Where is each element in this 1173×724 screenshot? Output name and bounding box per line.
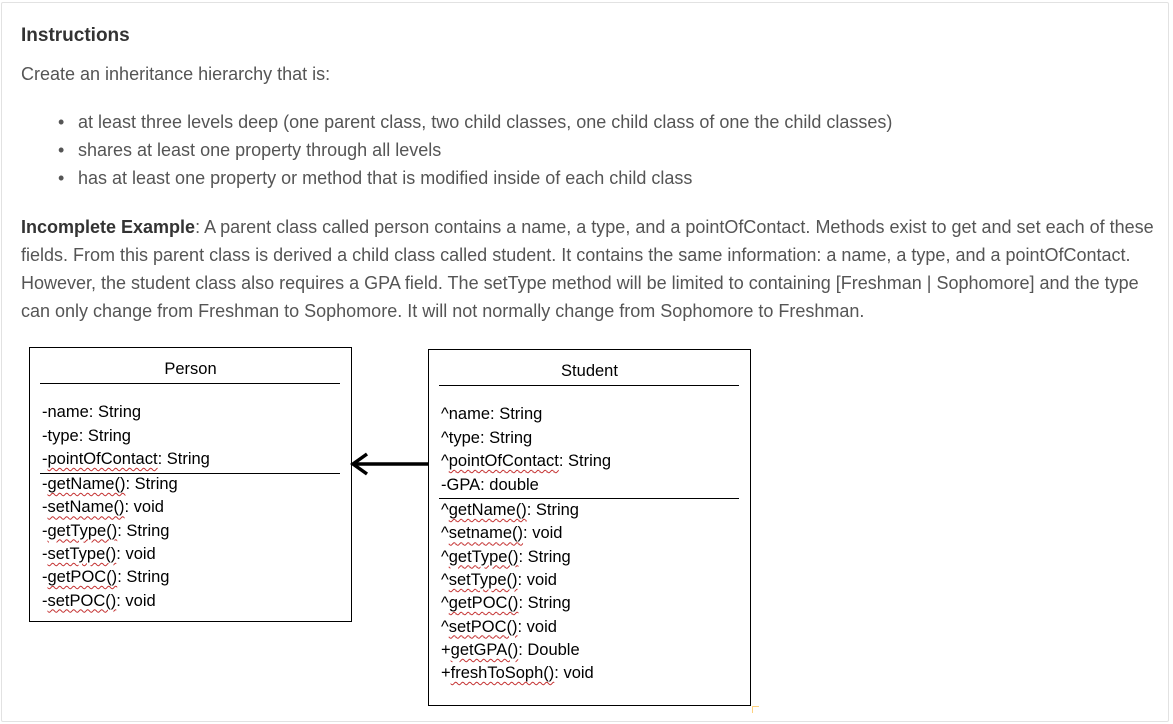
- visibility-symbol: -: [42, 544, 48, 563]
- visibility-symbol: ^: [441, 501, 449, 519]
- member-name: setType(): [448, 570, 518, 589]
- member-type: : String: [558, 452, 612, 470]
- member-name: name: [47, 403, 89, 421]
- visibility-symbol: ^: [441, 570, 449, 589]
- inheritance-arrow: [348, 452, 430, 478]
- list-item: • has at least one property or method that is modified inside of each child class: [58, 167, 892, 195]
- member-name: freshToSoph(): [450, 664, 555, 683]
- student-methods-line: [441, 571, 557, 590]
- attributes-divider: [40, 473, 340, 474]
- student-attributes-line: [441, 429, 532, 448]
- member-type: : String: [117, 521, 170, 540]
- visibility-symbol: -: [42, 521, 48, 540]
- visibility-symbol: -: [42, 475, 48, 493]
- instructions-heading: Instructions: [21, 25, 130, 46]
- member-name: setPOC(): [448, 617, 518, 636]
- student-class-box: [428, 349, 751, 706]
- member-type: : String: [479, 428, 533, 447]
- person-attributes-line: [42, 450, 210, 469]
- visibility-symbol: -: [42, 498, 48, 517]
- person-attributes-line: [42, 403, 141, 422]
- visibility-symbol: +: [441, 640, 451, 659]
- visibility-symbol: +: [441, 664, 451, 683]
- visibility-symbol: ^: [441, 594, 449, 613]
- student-attributes-line: [441, 405, 542, 424]
- member-type: : String: [117, 568, 170, 587]
- student-methods-line: [441, 524, 562, 543]
- member-type: : String: [88, 403, 142, 421]
- person-class-box: [29, 347, 352, 622]
- member-type: : void: [116, 591, 156, 610]
- member-type: : String: [526, 501, 579, 519]
- member-name: GPA: [446, 475, 481, 494]
- member-type: : void: [554, 664, 594, 683]
- member-name: pointOfContact: [47, 450, 158, 468]
- visibility-symbol: ^: [441, 524, 449, 543]
- member-type: : String: [490, 405, 543, 423]
- member-type: : void: [517, 617, 557, 636]
- member-name: getName(): [47, 475, 126, 493]
- person-methods-line: [42, 545, 156, 564]
- visibility-symbol: -: [42, 568, 48, 587]
- member-type: : void: [523, 524, 563, 543]
- person-attributes-line: [42, 427, 131, 446]
- title-divider: [439, 385, 739, 386]
- member-name: getGPA(): [450, 640, 519, 659]
- visibility-symbol: ^: [441, 617, 449, 636]
- attributes-divider: [439, 498, 739, 499]
- person-class-title: Person: [164, 360, 217, 378]
- member-name: type: [47, 426, 79, 445]
- visibility-symbol: -: [42, 426, 48, 445]
- person-methods-line: [42, 498, 164, 517]
- member-name: setname(): [448, 524, 524, 543]
- member-type: : void: [517, 570, 557, 589]
- member-type: : double: [480, 475, 539, 494]
- title-divider: [40, 383, 340, 384]
- member-name: pointOfContact: [448, 452, 559, 470]
- visibility-symbol: ^: [441, 452, 449, 470]
- member-name: name: [448, 405, 491, 423]
- student-methods-line: [441, 548, 571, 567]
- visibility-symbol: ^: [441, 547, 449, 566]
- member-name: getType(): [448, 547, 519, 566]
- person-methods-line: [42, 568, 169, 587]
- person-methods-line: [42, 475, 178, 494]
- list-item: • at least three levels deep (one parent class, two child classes, one child class of one the child classes): [58, 111, 892, 139]
- student-methods-line: [441, 594, 571, 613]
- member-type: : String: [78, 426, 131, 445]
- student-methods-line: [441, 501, 579, 520]
- member-name: getName(): [448, 501, 527, 519]
- member-type: : String: [125, 475, 178, 493]
- member-name: setType(): [47, 544, 117, 563]
- person-methods-line: [42, 592, 156, 611]
- example-paragraph: [21, 213, 1156, 325]
- student-methods-line: [441, 664, 594, 683]
- member-name: setPOC(): [47, 591, 117, 610]
- student-class-title: Student: [561, 362, 618, 380]
- instructions-intro: Create an inheritance hierarchy that is:: [21, 64, 331, 84]
- visibility-symbol: -: [42, 403, 48, 421]
- member-name: getPOC(): [47, 568, 118, 587]
- member-name: setName(): [47, 498, 125, 517]
- student-attributes-line: [441, 452, 611, 471]
- resize-corner: [752, 706, 759, 713]
- example-label: Incomplete Example: [21, 217, 196, 237]
- visibility-symbol: -: [42, 591, 48, 610]
- member-type: : Double: [518, 640, 580, 659]
- visibility-symbol: ^: [441, 428, 449, 447]
- requirements-list: [58, 111, 892, 195]
- visibility-symbol: -: [441, 475, 447, 494]
- visibility-symbol: ^: [441, 405, 449, 423]
- member-type: : String: [518, 594, 571, 613]
- visibility-symbol: -: [42, 450, 48, 468]
- student-attributes-line: [441, 476, 539, 495]
- example-text: : A parent class called person contains a name, a type, and a pointOfContact. Methods exist to get and set each of these fields. From this parent class is derived a child class called student. It contains the same information: a name, a type, and a pointOfContact. However, the student class also requires a GPA field. The setType method will be limited to containing [Freshman | Sophomore] and the type can only change from Freshman to Sophomore. It will not normally change from Sophomore to Freshman.: [21, 217, 1154, 321]
- member-type: : String: [518, 547, 571, 566]
- person-methods-line: [42, 522, 169, 541]
- member-type: : void: [124, 498, 164, 517]
- student-methods-line: [441, 641, 580, 660]
- member-name: getType(): [47, 521, 118, 540]
- member-type: : void: [116, 544, 156, 563]
- member-name: type: [448, 428, 480, 447]
- member-type: : String: [157, 450, 210, 468]
- list-item: • shares at least one property through all levels: [58, 139, 892, 167]
- member-name: getPOC(): [448, 594, 519, 613]
- student-methods-line: [441, 618, 557, 637]
